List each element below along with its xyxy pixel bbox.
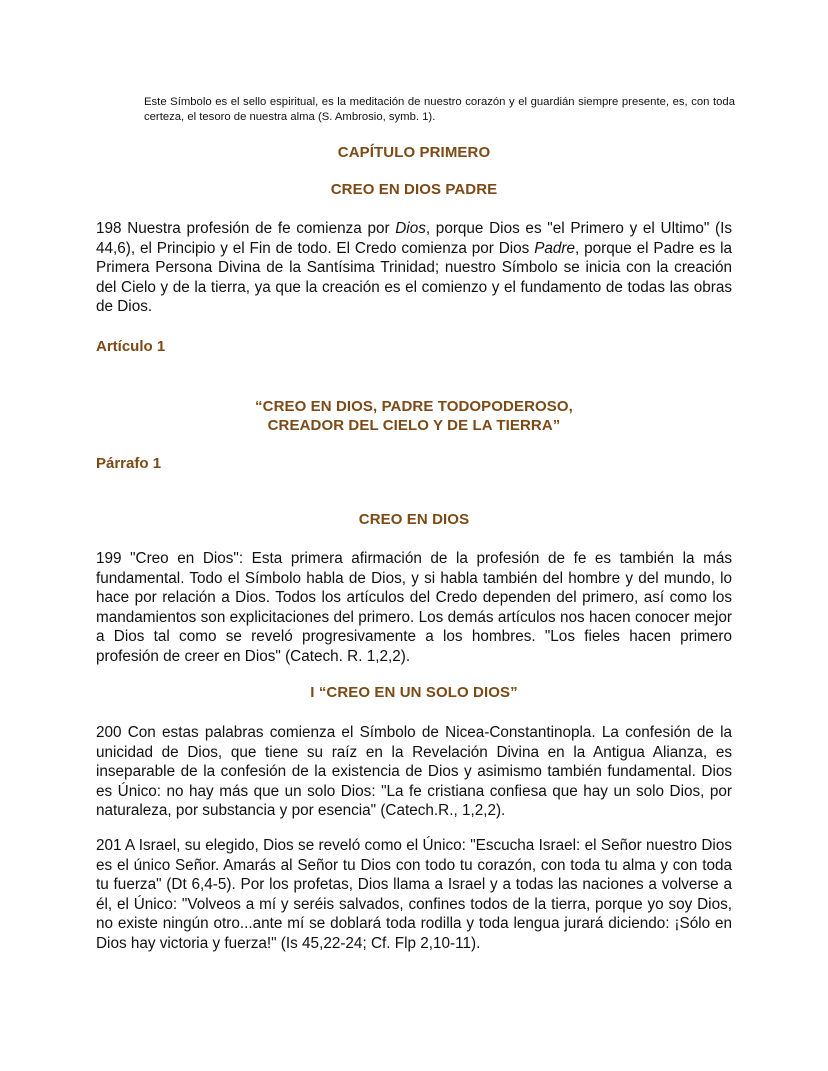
p198-text-2: , porque Dios es "el Primero y el Ultimo" (Is 44,6), el Principio y el Fin de todo. El Credo comienza por Dios: [96, 220, 732, 257]
chapter-heading: CAPÍTULO PRIMERO: [337, 144, 491, 161]
p198-text-1: 198 Nuestra profesión de fe comienza por: [96, 220, 396, 237]
paragraph-label: Párrafo 1: [96, 455, 162, 472]
article-title-line-1: “CREO EN DIOS, PADRE TODOPODEROSO,: [255, 398, 573, 415]
paragraph-title: CREO EN DIOS: [358, 511, 470, 528]
subsection-title: I “CREO EN UN SOLO DIOS”: [310, 684, 518, 701]
p198-emphasis-padre: Padre: [534, 239, 576, 257]
p198-text-3: , porque el Padre es la Primera Persona Divina de la Santísima Trinidad; nuestro Símbolo se inicia con la creación del Cielo y de la tierra, ya que la creación es el comienzo y el fundamento de todas las obras de Dios.: [96, 239, 732, 316]
article-title: [96, 397, 732, 435]
paragraph-199: 199 "Creo en Dios": Esta primera afirmación de la profesión de fe es también la más fundamental. Todo el Símbolo habla de Dios, y si habla también del hombre y del mundo, lo hace por relación a Dios. Todos los artículos del Credo dependen del primero, así como los mandamientos son explicitaciones del primero. Los demás artículos nos hacen conocer mejor a Dios tal como se reveló progresivamente a los hombres. "Los fieles hacen primero profesión de creer en Dios" (Catech. R. 1,2,2).: [96, 550, 732, 665]
section-heading: CREO EN DIOS PADRE: [330, 181, 498, 198]
p198-emphasis-dios: Dios: [395, 220, 426, 237]
article-title-line-2: CREADOR DEL CIELO Y DE LA TIERRA”: [267, 417, 561, 434]
article-label: Artículo 1: [96, 338, 166, 355]
paragraph-200: 200 Con estas palabras comienza el Símbolo de Nicea-Constantinopla. La confesión de la unicidad de Dios, que tiene su raíz en la Revelación Divina en la Antigua Alianza, es inseparable de la confesión de la existencia de Dios y asimismo también fundamental. Dios es Único: no hay más que un solo Dios: "La fe cristiana confiesa que hay un solo Dios, por naturaleza, por substancia y por esencia" (Catech.R., 1,2,2).: [96, 724, 732, 820]
paragraph-201: 201 A Israel, su elegido, Dios se reveló como el Único: "Escucha Israel: el Señor nuestro Dios es el único Señor. Amarás al Señor tu Dios con todo tu corazón, con toda tu alma y con toda tu fuerza" (Dt 6,4-5). Por los profetas, Dios llama a Israel y a todas las naciones a volverse a él, el Único: "Volveos a mí y seréis salvados, confines todos de la tierra, porque yo soy Dios, no existe ningún otro...ante mí se doblará toda rodilla y toda lengua jurará diciendo: ¡Sólo en Dios hay victoria y fuerza!" (Is 45,22-24; Cf. Flp 2,10-11).: [96, 837, 732, 952]
paragraph-198: [96, 219, 732, 317]
ambrose-quote: Este Símbolo es el sello espiritual, es la meditación de nuestro corazón y el guardián siempre presente, es, con toda certeza, el tesoro de nuestra alma (S. Ambrosio, symb. 1).: [144, 96, 735, 123]
